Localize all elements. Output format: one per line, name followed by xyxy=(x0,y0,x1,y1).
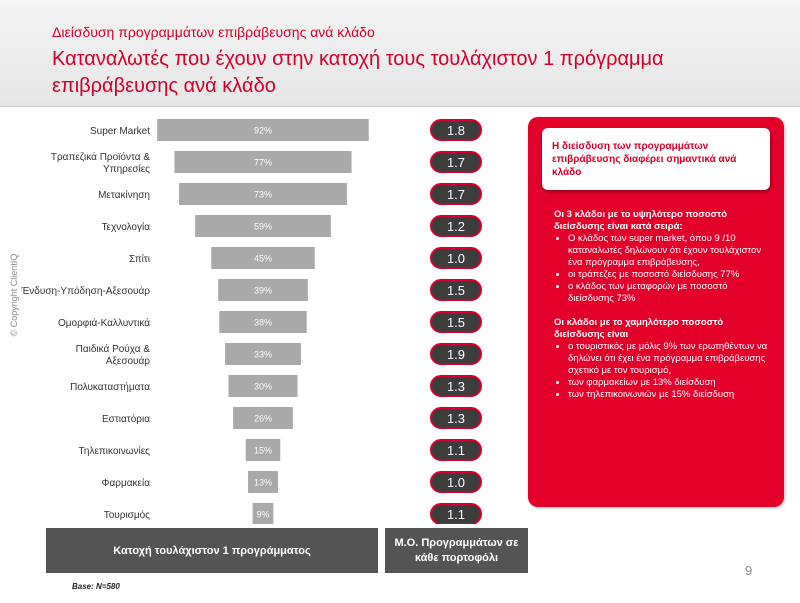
bar-value-label: 73% xyxy=(253,189,273,200)
category-label: Τραπεζικά Προϊόντα & Υπηρεσίες xyxy=(50,152,150,175)
slide-subtitle: Διείσδυση προγραμμάτων επιβράβευσης ανά κλάδο xyxy=(52,24,375,40)
average-value-label: 1.2 xyxy=(446,219,466,234)
average-column-label: Μ.Ο. Προγραμμάτων σε κάθε πορτοφόλι xyxy=(385,528,528,573)
bar-value-label: 30% xyxy=(253,381,273,392)
slide-title: Καταναλωτές που έχουν στην κατοχή τους τουλάχιστον 1 πρόγραμμα επιβράβευσης ανά κλάδο xyxy=(52,48,664,97)
bar-value-label: 33% xyxy=(253,349,273,360)
average-value-label: 1.1 xyxy=(446,507,466,522)
top-sector-item: • Ο κλάδος των super market, όπου 9 /10 καταναλωτές δηλώνουν ότι έχουν τουλάχιστον ένα πρόγραμμα επιβράβευσης, xyxy=(568,233,770,269)
bar-value-label: 92% xyxy=(253,125,273,136)
funnel-bar-chart xyxy=(0,110,520,524)
base-note: Base: N=580 xyxy=(72,582,120,591)
copyright-text: © Copyright ClientIQ xyxy=(9,253,19,337)
bar-value-label: 13% xyxy=(253,477,273,488)
insight-panel xyxy=(528,117,784,507)
top-sectors-intro: Οι 3 κλάδοι με το υψηλότερο ποσοστό διείσδυσης είναι κατά σειρά: xyxy=(554,209,728,232)
average-value-label: 1.0 xyxy=(446,475,466,490)
category-label: Ομορφιά-Καλλυντικά xyxy=(58,318,150,329)
category-label: Φαρμακεία xyxy=(101,478,150,489)
category-label: Πολυκαταστήματα xyxy=(70,382,150,393)
page-number: 9 xyxy=(745,563,753,578)
low-sectors-intro: Οι κλάδοι με το χαμηλότερο ποσοστό διείσδυσης είναι xyxy=(554,317,724,340)
bar-value-label: 9% xyxy=(256,509,270,520)
average-value-label: 1.5 xyxy=(446,315,466,330)
category-label: Εστιατόρια xyxy=(102,414,150,425)
low-sector-item: • των φαρμακείων με 13% διείσδυση xyxy=(568,377,770,389)
average-value-label: 1.0 xyxy=(446,251,466,266)
insight-headline: Η διείσδυση των προγραμμάτων επιβράβευσης διαφέρει σημαντικά ανά κλάδο xyxy=(542,128,770,190)
low-sectors-list xyxy=(554,341,770,401)
category-label: Σπίτι xyxy=(129,254,150,265)
bar-value-label: 38% xyxy=(253,317,273,328)
category-label: Τηλεπικοινωνίες xyxy=(78,446,150,457)
bar-value-label: 77% xyxy=(253,157,273,168)
category-label: Παιδικά Ρούχα & Αξεσουάρ xyxy=(75,344,150,367)
bar-value-label: 45% xyxy=(253,253,273,264)
insight-body xyxy=(554,209,770,413)
bar-value-label: 39% xyxy=(253,285,273,296)
average-value-label: 1.5 xyxy=(446,283,466,298)
average-value-label: 1.8 xyxy=(446,123,466,138)
header-banner xyxy=(0,0,800,107)
category-label: Τουρισμός xyxy=(103,510,150,521)
category-label: Μετακίνηση xyxy=(98,190,150,201)
average-value-label: 1.3 xyxy=(446,379,466,394)
low-sector-item: • των τηλεπικοινωνιών με 15% διείσδυση xyxy=(568,389,770,401)
top-sectors-list xyxy=(554,233,770,305)
average-value-label: 1.7 xyxy=(446,155,466,170)
average-value-label: 1.3 xyxy=(446,411,466,426)
bar-value-label: 26% xyxy=(253,413,273,424)
low-sector-item: • ο τουριστικός με μόλις 9% των ερωτηθέντων να δηλώνει ότι έχει ένα πρόγραμμα επιβράβευσης σχετικό με τον τουρισμό, xyxy=(568,341,770,377)
average-value-label: 1.1 xyxy=(446,443,466,458)
category-label: Ένδυση-Υπόδηση-Αξεσουάρ xyxy=(21,286,150,297)
average-value-label: 1.7 xyxy=(446,187,466,202)
category-label: Τεχνολογία xyxy=(101,222,150,233)
top-sector-item: • οι τράπεζες με ποσοστό διείσδυσης 77% xyxy=(568,269,770,281)
category-label: Super Market xyxy=(89,126,150,137)
bar-value-label: 15% xyxy=(253,445,273,456)
bar-value-label: 59% xyxy=(253,221,273,232)
top-sector-item: • ο κλάδος των μεταφορών με ποσοστό διείσδυσης 73% xyxy=(568,281,770,305)
bar-axis-label: Κατοχή τουλάχιστον 1 προγράμματος xyxy=(46,528,378,573)
average-value-label: 1.9 xyxy=(446,347,466,362)
